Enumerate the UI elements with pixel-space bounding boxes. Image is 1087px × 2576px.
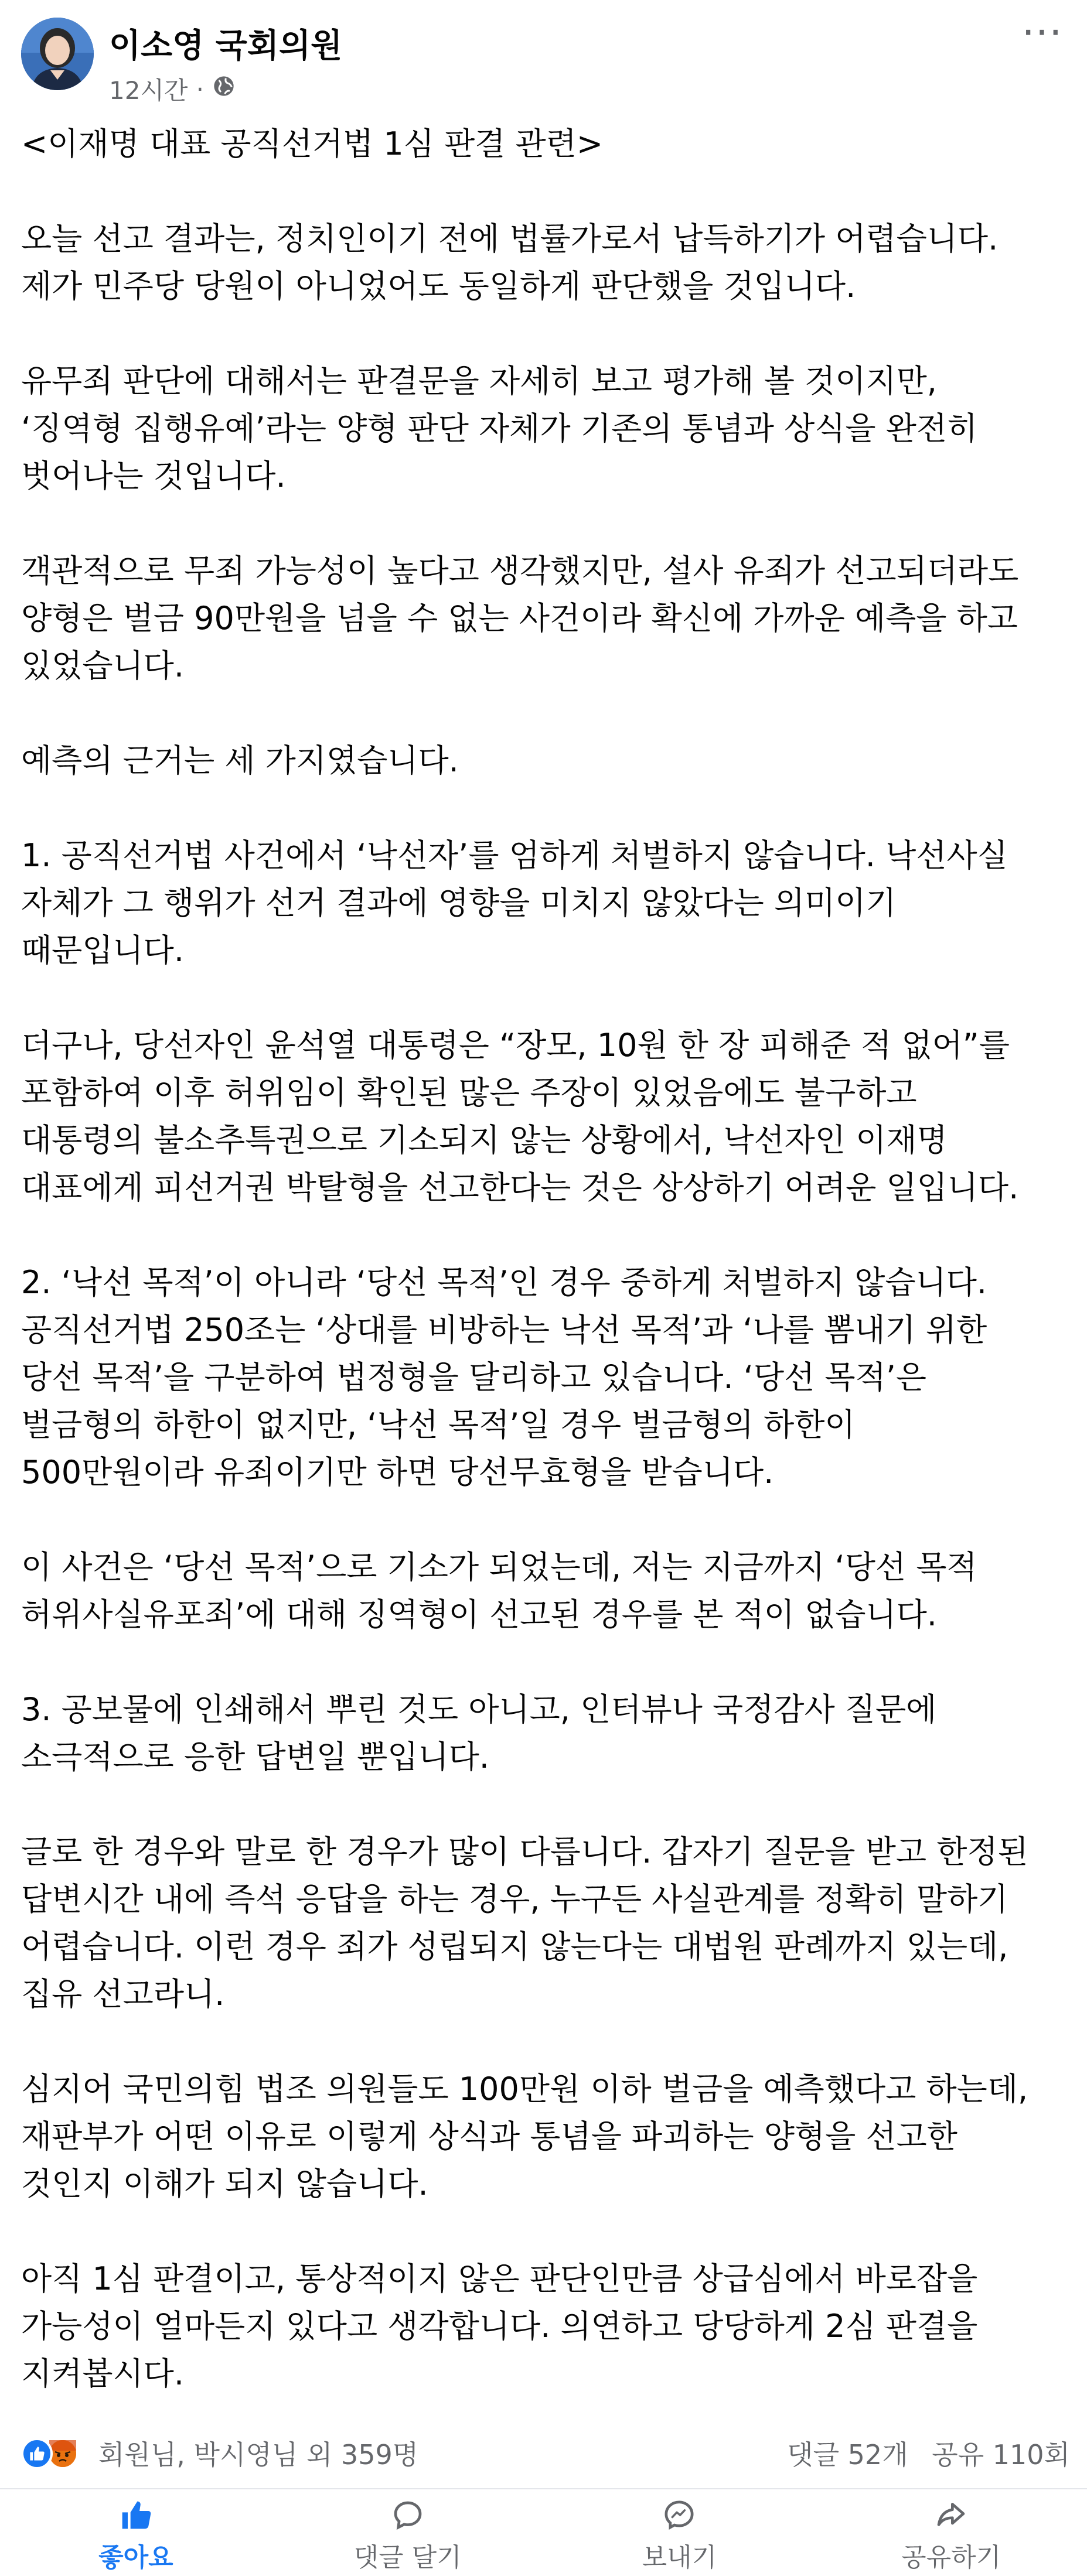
- post-paragraph: 예측의 근거는 세 가지였습니다.: [21, 742, 459, 779]
- messenger-icon: [663, 2499, 696, 2534]
- post-time[interactable]: 12시간: [109, 76, 188, 105]
- share-count[interactable]: 공유 110회: [932, 2439, 1070, 2471]
- post-paragraph: 3. 공보물에 인쇄해서 뿌린 것도 아니고, 인터뷰나 국정감사 질문에 소극적으로 응한 답변일 뿐입니다.: [21, 1691, 937, 1775]
- post-paragraph: 아직 1심 판결이고, 통상적이지 않은 판단인만큼 상급심에서 바로잡을 가능성이 얼마든지 있다고 생각합니다. 의연하고 당당하게 2심 판결을 지켜봅시다.: [21, 2260, 978, 2392]
- more-options-icon[interactable]: ⋯: [1021, 7, 1064, 55]
- thumbs-up-icon: [120, 2499, 152, 2534]
- post-meta: [109, 71, 236, 107]
- share-button[interactable]: [863, 2489, 1039, 2574]
- post-paragraph: 더구나, 당선자인 윤석열 대통령은 “장모, 10원 한 장 피해준 적 없어”를 포함하여 이후 허위임이 확인된 많은 주장이 있었음에도 불구하고 대통령의 불소추특권으로 기소되지 않는 상황에서, 낙선자인 이재명 대표에게 피선거권 박탈형을 선고한다는 것은 상상하기 어려운 일입니다.: [21, 1027, 1019, 1206]
- post-paragraph: 2. ‘낙선 목적’이 아니라 ‘당선 목적’인 경우 중하게 처벌하지 않습니다. 공직선거법 250조는 ‘상대를 비방하는 낙선 목적’과 ‘나를 뽐내기 위한 당선 목적’을 구분하여 법정형을 달리하고 있습니다. ‘당선 목적’은 벌금형의 하한이 없지만, ‘낙선 목적’일 경우 벌금형의 하한이 500만원이라 유죄이기만 하면 당선무효형을 받습니다.: [21, 1264, 987, 1491]
- post-paragraph: 심지어 국민의힘 법조 의원들도 100만원 이하 벌금을 예측했다고 하는데, 재판부가 어떤 이유로 이렇게 상식과 통념을 파괴하는 양형을 선고한 것인지 이해가 되지 않습니다.: [21, 2071, 1028, 2202]
- like-icon: [21, 2438, 53, 2469]
- post-paragraph: 오늘 선고 결과는, 정치인이기 전에 법률가로서 납득하기가 어렵습니다. 제가 민주당 당원이 아니었어도 동일하게 판단했을 것입니다.: [21, 220, 999, 305]
- reaction-summary[interactable]: 회원님, 박시영님 외 359명: [98, 2439, 419, 2471]
- comment-count[interactable]: 댓글 52개: [787, 2439, 908, 2471]
- send-label: 보내기: [642, 2543, 717, 2572]
- reaction-icons: [21, 2435, 90, 2471]
- globe-icon: [212, 74, 236, 104]
- post-actions: [0, 2489, 1087, 2576]
- engagement-counts: [772, 2434, 1070, 2472]
- send-button[interactable]: [591, 2489, 767, 2574]
- post-paragraph: 객관적으로 무죄 가능성이 높다고 생각했지만, 설사 유죄가 선고되더라도 양형은 벌금 90만원을 넘을 수 없는 사건이라 확신에 가까운 예측을 하고 있었습니다.: [21, 552, 1019, 684]
- author-name[interactable]: 이소영 국회의원: [109, 27, 343, 65]
- post-paragraph: 이 사건은 ‘당선 목적’으로 기소가 되었는데, 저는 지금까지 ‘당선 목적 허위사실유포죄’에 대해 징역형이 선고된 경우를 본 적이 없습니다.: [21, 1549, 977, 1633]
- post-header: [0, 0, 1087, 111]
- comment-label: 댓글 달기: [353, 2543, 462, 2572]
- like-label: 좋아요: [98, 2543, 173, 2572]
- comment-icon: [391, 2499, 424, 2534]
- post-paragraph: 글로 한 경우와 말로 한 경우가 많이 다릅니다. 갑자기 질문을 받고 한정된 답변시간 내에 즉석 응답을 하는 경우, 누구든 사실관계를 정확히 말하기 어렵습니다. 이런 경우 죄가 성립되지 않는다는 대법원 판례까지 있는데, 집유 선고라니.: [21, 1833, 1028, 2013]
- avatar[interactable]: [21, 18, 94, 90]
- comment-button[interactable]: [320, 2489, 496, 2574]
- share-label: 공유하기: [901, 2543, 1001, 2572]
- reactions-bar: [21, 2430, 1070, 2476]
- share-icon: [935, 2499, 967, 2534]
- post-body: [21, 120, 1070, 2397]
- post-paragraph: 1. 공직선거법 사건에서 ‘낙선자’를 엄하게 처벌하지 않습니다. 낙선사실 자체가 그 행위가 선거 결과에 영향을 미치지 않았다는 의미이기 때문입니다.: [21, 837, 1008, 969]
- like-button[interactable]: [48, 2489, 224, 2574]
- reaction-summary-group[interactable]: [21, 2434, 418, 2472]
- post-paragraph: 유무죄 판단에 대해서는 판결문을 자세히 보고 평가해 볼 것이지만, ‘징역형 집행유예’라는 양형 판단 자체가 기존의 통념과 상식을 완전히 벗어나는 것입니다.: [21, 363, 978, 494]
- post-paragraph: <이재명 대표 공직선거법 1심 판결 관련>: [21, 125, 604, 162]
- meta-separator: ·: [196, 74, 204, 104]
